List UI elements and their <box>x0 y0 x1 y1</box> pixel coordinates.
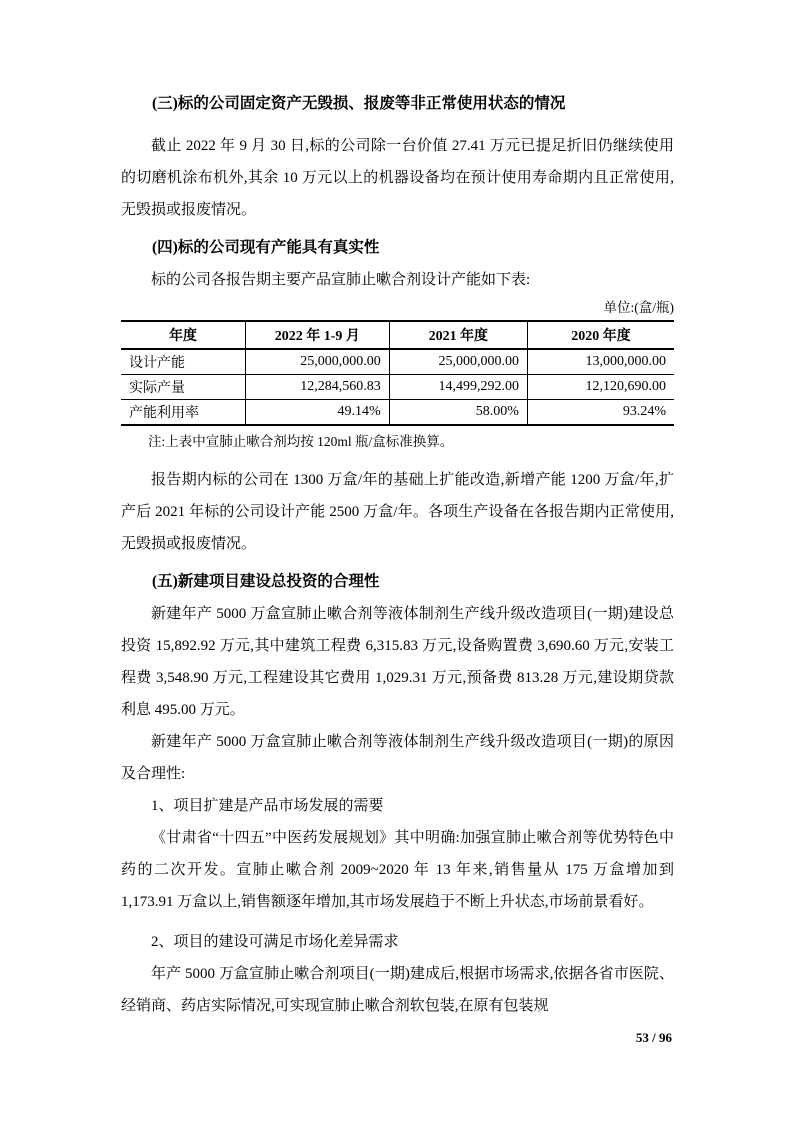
table-header-2022: 2022 年 1-9 月 <box>245 321 389 349</box>
actual-output-2021: 14,499,292.00 <box>389 375 527 400</box>
paragraph-investment-breakdown: 新建年产 5000 万盒宣肺止嗽合剂等液体制剂生产线升级改造项目(一期)建设总投资 15,892.92 万元,其中建筑工程费 6,315.83 万元,设备购置费 3,690.60 万元,安装工程费 3,548.90 万元,工程建设其它费用 1,029.31 万元,预备费 813.28 万元,建设期贷款利息 495.00 万元。 <box>121 606 674 718</box>
table-header-2020: 2020 年度 <box>527 321 674 349</box>
utilization-rate-2022: 49.14% <box>245 400 389 426</box>
paragraph-fixed-assets: 截止 2022 年 9 月 30 日,标的公司除一台价值 27.41 万元已提足折旧仍继续使用的切磨机涂布机外,其余 10 万元以上的机器设备均在预计使用寿命期内且正常使用,无毁损或报废情况。 <box>121 138 674 218</box>
paragraph-market-differentiation: 年产 5000 万盒宣肺止嗽合剂项目(一期)建成后,根据市场需求,依据各省市医院、经销商、药店实际情况,可实现宣肺止嗽合剂软包装,在原有包装规 <box>121 966 674 1014</box>
design-capacity-2022: 25,000,000.00 <box>245 349 389 375</box>
paragraph-market-development: 《甘肃省“十四五”中医药发展规划》其中明确:加强宣肺止嗽合剂等优势特色中药的二次开发。宣肺止嗽合剂 2009~2020 年 13 年来,销售量从 175 万盒增加到 1,173.91 万盒以上,销售额逐年增加,其市场发展趋于不断上升状态,市场前景看好。 <box>121 830 674 910</box>
subheading-market-differentiation: 2、项目的建设可满足市场化差异需求 <box>151 934 399 950</box>
paragraph-capacity-expansion: 报告期内标的公司在 1300 万盒/年的基础上扩能改造,新增产能 1200 万盒/年,扩产后 2021 年标的公司设计产能 2500 万盒/年。各项生产设备在各报告期内正常使用,无毁损或报废情况。 <box>121 472 674 552</box>
section-heading-3: (三)标的公司固定资产无毁损、报废等非正常使用状态的情况 <box>152 95 566 112</box>
page-number: 53 / 96 <box>635 1030 672 1045</box>
paragraph-capacity-intro: 标的公司各报告期主要产品宣肺止嗽合剂设计产能如下表: <box>151 272 531 288</box>
table-row <box>121 400 674 426</box>
subheading-market-development: 1、项目扩建是产品市场发展的需要 <box>151 798 384 814</box>
table-header-row <box>121 321 674 349</box>
section-heading-4: (四)标的公司现有产能具有真实性 <box>152 239 380 256</box>
row-label-utilization-rate: 产能利用率 <box>129 406 199 421</box>
table-row <box>121 375 674 400</box>
section-heading-5: (五)新建项目建设总投资的合理性 <box>152 573 380 590</box>
actual-output-2020: 12,120,690.00 <box>527 375 674 400</box>
table-note: 注:上表中宣肺止嗽合剂均按 120ml 瓶/盒标准换算。 <box>148 434 454 449</box>
row-label-design-capacity: 设计产能 <box>121 349 245 375</box>
table-unit-label: 单位:(盒/瓶) <box>603 300 674 315</box>
design-capacity-2021: 25,000,000.00 <box>389 349 527 375</box>
paragraph-project-rationale-intro: 新建年产 5000 万盒宣肺止嗽合剂等液体制剂生产线升级改造项目(一期)的原因及合理性: <box>121 734 674 782</box>
actual-output-2022: 12,284,560.83 <box>245 375 389 400</box>
row-label-actual-output: 实际产量 <box>121 375 245 400</box>
table-row <box>121 349 674 375</box>
capacity-table <box>121 320 674 426</box>
utilization-rate-2021: 58.00% <box>389 400 527 426</box>
utilization-rate-2020: 93.24% <box>527 400 674 426</box>
table-header-2021: 2021 年度 <box>389 321 527 349</box>
design-capacity-2020: 13,000,000.00 <box>527 349 674 375</box>
table-header-year: 年度 <box>121 321 245 349</box>
